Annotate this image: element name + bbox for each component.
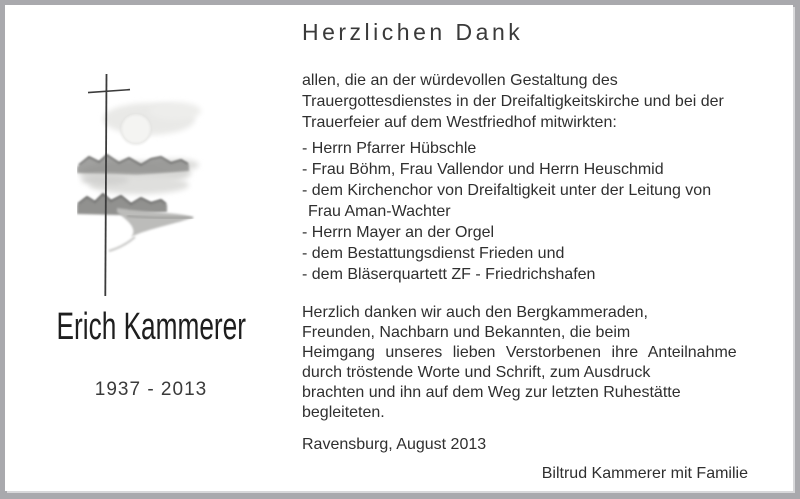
text-line: Trauerfeier auf dem Westfriedhof mitwirkten:: [302, 114, 617, 131]
list-item: - Herrn Mayer an der Orgel: [302, 224, 495, 241]
cross-mountain-landscape-sketch-icon: [77, 67, 207, 303]
memorial-panel: [5, 5, 297, 491]
cross-icon: [105, 74, 106, 296]
obituary-card: [5, 5, 793, 491]
place-date-line: Ravensburg, August 2013: [302, 436, 487, 453]
list-item: - Herrn Pfarrer Hübschle: [302, 140, 477, 157]
text-line: Herzlich danken wir auch den Bergkammeraden,: [302, 304, 648, 321]
text-line: Heimgang unseres lieben Verstorbenen ihre Anteilnahme: [302, 344, 737, 361]
intro-paragraph: [302, 70, 748, 133]
cross-landscape-artwork: [77, 67, 207, 303]
list-item: - dem Bläserquartett ZF - Friedrichshafen: [302, 266, 596, 283]
closing-paragraph: [302, 303, 748, 423]
notice-content: [301, 17, 748, 487]
text-line: brachten und ihn auf dem Weg zur letzten Ruhestätte: [302, 384, 681, 401]
text-line: durch tröstende Worte und Schrift, zum Ausdruck: [302, 364, 651, 381]
thanks-list: [302, 138, 748, 285]
family-signature: Biltrud Kammerer mit Familie: [541, 465, 748, 482]
list-item: - dem Bestattungsdienst Frieden und: [302, 245, 565, 262]
text-line: begleiteten.: [302, 404, 385, 421]
list-item: - Frau Böhm, Frau Vallendor und Herrn Heuschmid: [302, 161, 664, 178]
list-item-wrap: Frau Aman-Wachter: [308, 203, 451, 220]
deceased-name: Erich Kammerer: [56, 306, 246, 348]
notice-title: Herzlichen Dank: [302, 19, 524, 45]
text-line: Trauergottesdienstes in der Dreifaltigkeitskirche und bei der: [302, 93, 724, 110]
life-years: 1937 - 2013: [94, 379, 208, 400]
text-line: Freunden, Nachbarn und Bekannten, die beim: [302, 324, 631, 341]
text-line: allen, die an der würdevollen Gestaltung des: [302, 72, 618, 89]
list-item: - dem Kirchenchor von Dreifaltigkeit unter der Leitung von: [302, 182, 712, 199]
